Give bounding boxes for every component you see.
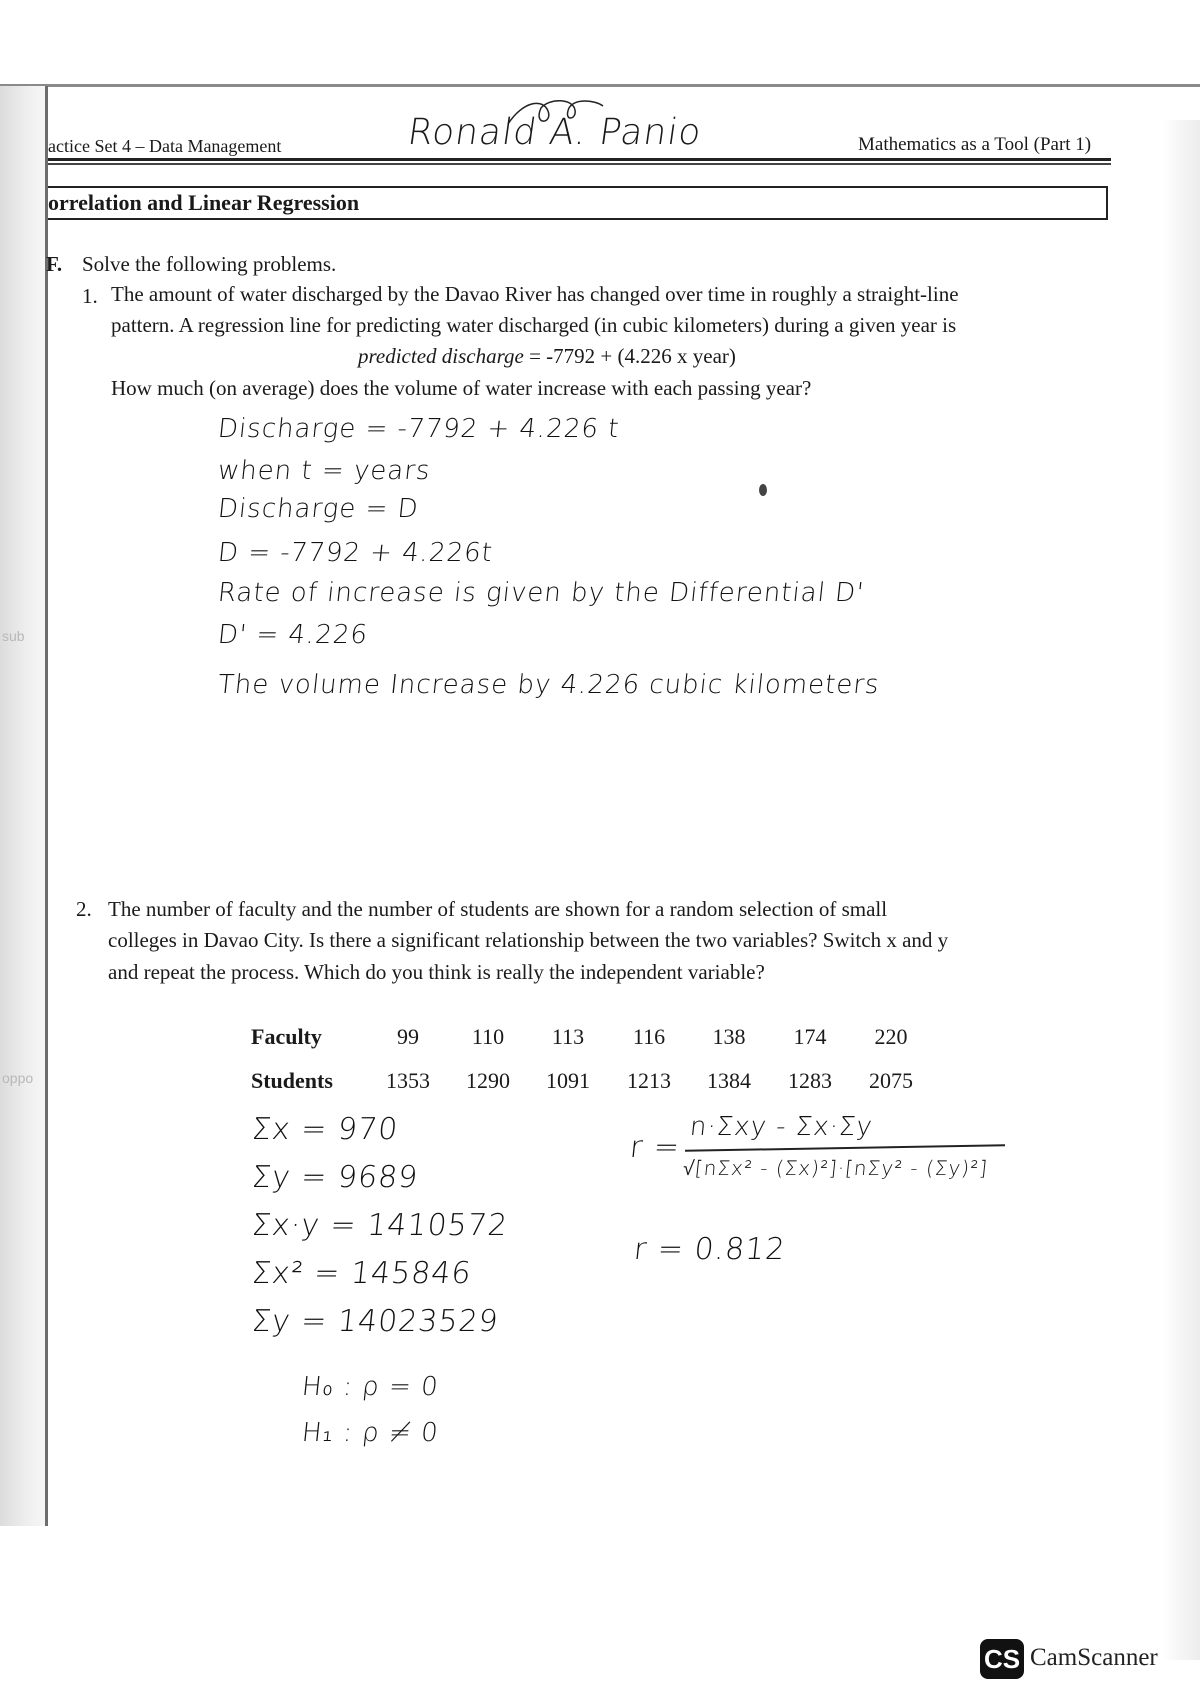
table-cell-students: 2075: [869, 1068, 913, 1093]
handwritten-sum: Σy = 14023529: [250, 1304, 501, 1339]
table-cell-students: 1290: [466, 1068, 510, 1093]
handwritten-answer-line: D = -7792 + 4.226t: [216, 538, 495, 568]
handwritten-answer-line: D' = 4.226: [216, 620, 370, 650]
header-practice-set: actice Set 4 – Data Management: [48, 136, 282, 156]
problem-1-number: 1.: [82, 284, 98, 308]
problem-1-equation: [358, 344, 736, 369]
equation-italic-term: predicted discharge: [358, 344, 524, 368]
problem-1-question: How much (on average) does the volume of water increase with each passing year?: [111, 376, 812, 400]
table-cell-students: 1353: [386, 1068, 430, 1093]
handwritten-answer-line: when t = years: [216, 456, 433, 486]
table-cell-faculty: 220: [874, 1024, 908, 1049]
header-rule: [48, 158, 1111, 161]
handwritten-answer-line: The volume Increase by 4.226 cubic kilometers: [216, 670, 882, 700]
handwritten-answer-line: Discharge = -7792 + 4.226 t: [216, 414, 621, 444]
handwritten-sum: Σx·y = 1410572: [250, 1208, 510, 1243]
r-formula-denominator: √[nΣx² - (Σx)²]·[nΣy² - (Σy)²]: [681, 1156, 990, 1180]
table-cell-students: 1283: [788, 1068, 832, 1093]
problem-1-text-line: pattern. A regression line for predicting water discharged (in cubic kilometers) during a given year is: [111, 313, 957, 337]
table-cell-faculty: 138: [712, 1024, 746, 1049]
problem-1-text-line: The amount of water discharged by the Davao River has changed over time in roughly a straight-line: [111, 282, 959, 306]
handwritten-answer-line: Discharge = D: [216, 494, 421, 524]
camscanner-logo: CS: [980, 1639, 1024, 1679]
scan-right-shadow: [1162, 120, 1200, 1660]
header-rule: [48, 163, 1111, 165]
r-value: r = 0.812: [632, 1232, 788, 1267]
problem-2-number: 2.: [76, 897, 92, 921]
student-name: Ronald A. Panio: [405, 112, 705, 153]
equation-expression: = -7792 + (4.226 x year): [529, 344, 736, 368]
r-label: r =: [628, 1130, 682, 1165]
r-formula-numerator: n·Σxy - Σx·Σy: [688, 1112, 875, 1142]
page-binding-edge: [45, 86, 48, 1526]
scan-top-edge: [0, 84, 1200, 87]
table-cell-students: 1213: [627, 1068, 671, 1093]
problem-2-text-line: The number of faculty and the number of students are shown for a random selection of small: [108, 897, 888, 921]
fraction-bar: [685, 1144, 1005, 1152]
table-cell-students: 1384: [707, 1068, 751, 1093]
table-cell-faculty: 99: [397, 1024, 419, 1049]
instructions-marker: F.: [46, 252, 63, 276]
camscanner-watermark: CamScanner: [1030, 1644, 1158, 1671]
table-cell-faculty: 116: [632, 1024, 666, 1049]
table-row-label-faculty: Faculty: [251, 1024, 322, 1049]
alternative-hypothesis: H₁ : ρ ≠ 0: [300, 1418, 441, 1448]
header-course-title: Mathematics as a Tool (Part 1): [858, 134, 1092, 155]
null-hypothesis: H₀ : ρ = 0: [300, 1372, 441, 1402]
table-cell-faculty: 110: [471, 1024, 505, 1049]
ink-dot: [759, 484, 767, 496]
table-row-label-students: Students: [251, 1068, 333, 1093]
handwritten-sum: Σx = 970: [250, 1112, 401, 1147]
problem-2-text-line: and repeat the process. Which do you think is really the independent variable?: [108, 960, 765, 984]
bleed-through-text: sub: [2, 628, 25, 644]
section-title: orrelation and Linear Regression: [48, 190, 360, 215]
scan-left-shadow: [0, 86, 46, 1526]
bleed-through-text: oppo: [2, 1070, 34, 1086]
problem-2-text-line: colleges in Davao City. Is there a significant relationship between the two variables? Switch x and y: [108, 928, 949, 952]
handwritten-sum: Σy = 9689: [250, 1160, 421, 1195]
instructions-text: Solve the following problems.: [82, 252, 337, 276]
table-cell-faculty: 113: [551, 1024, 585, 1049]
table-cell-students: 1091: [546, 1068, 590, 1093]
table-cell-faculty: 174: [793, 1024, 827, 1049]
handwritten-answer-line: Rate of increase is given by the Differential D': [216, 578, 866, 608]
handwritten-sum: Σx² = 145846: [250, 1256, 474, 1291]
